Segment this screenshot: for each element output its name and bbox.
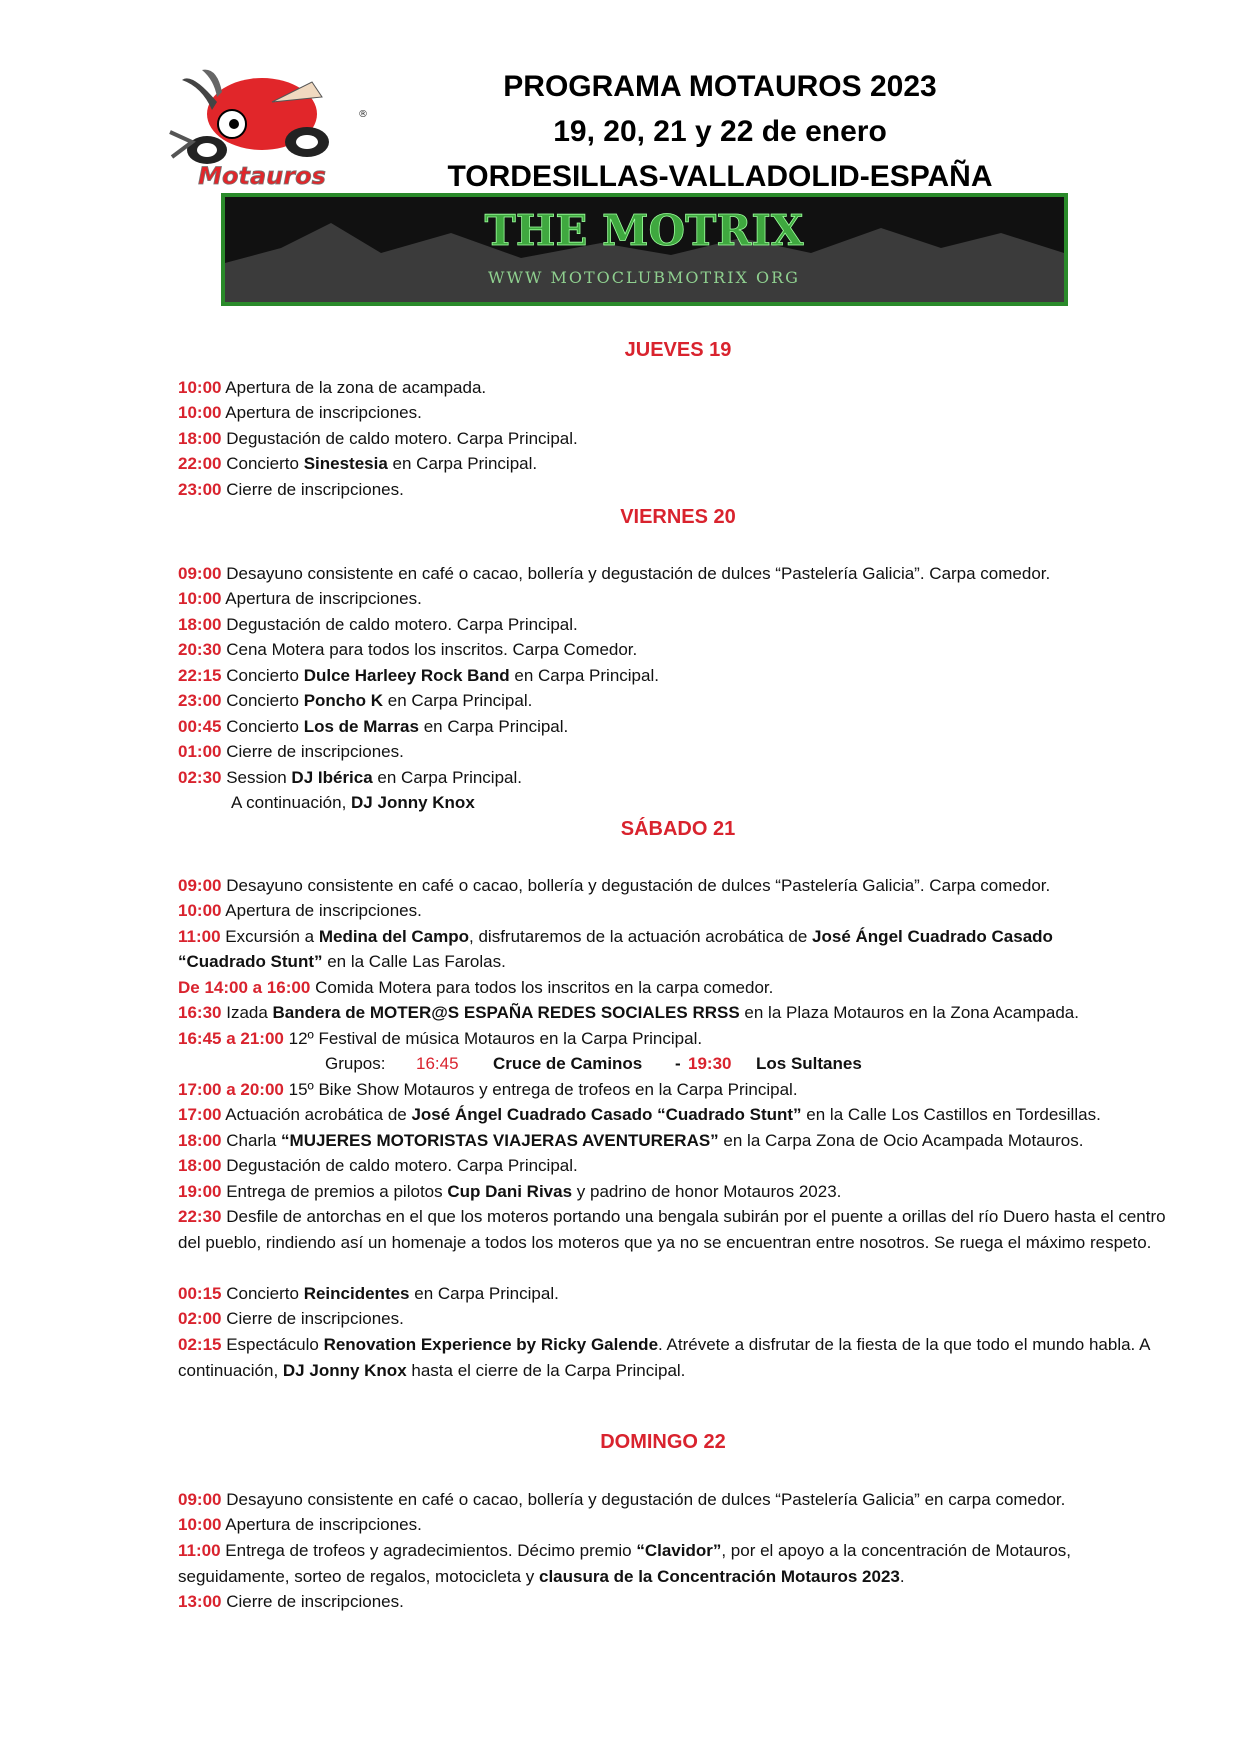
list-item: 18:00 Degustación de caldo motero. Carpa Principal. <box>178 1156 578 1175</box>
day-heading-viernes: VIERNES 20 <box>620 506 736 528</box>
list-item: 02:30 Session DJ Ibérica en Carpa Principal. <box>178 768 522 787</box>
list-item: 22:15 Concierto Dulce Harleey Rock Band en Carpa Principal. <box>178 666 659 685</box>
day-heading-sabado: SÁBADO 21 <box>620 818 736 840</box>
page-title: PROGRAMA MOTAUROS 2023 <box>503 70 937 103</box>
event-location: TORDESILLAS-VALLADOLID-ESPAÑA <box>447 160 993 193</box>
header-titles <box>390 64 1050 199</box>
motauros-logo <box>162 62 372 192</box>
list-item: 10:00 Apertura de inscripciones. <box>178 901 422 920</box>
list-item: A continuación, DJ Jonny Knox <box>231 793 475 812</box>
list-item: 11:00 Excursión a Medina del Campo, disfrutaremos de la actuación acrobática de José Ángel Cuadrado Casado <box>178 927 1053 946</box>
list-item: 10:00 Apertura de inscripciones. <box>178 589 422 608</box>
list-item: 09:00 Desayuno consistente en café o cacao, bollería y degustación de dulces “Pastelería Galicia” en carpa comedor. <box>178 1490 1066 1509</box>
list-item: 09:00 Desayuno consistente en café o cacao, bollería y degustación de dulces “Pastelería Galicia”. Carpa comedor. <box>178 876 1051 895</box>
list-item: 18:00 Degustación de caldo motero. Carpa Principal. <box>178 615 578 634</box>
group-separator: - <box>675 1054 681 1073</box>
event-dates: 19, 20, 21 y 22 de enero <box>553 115 887 148</box>
logo-text: Motauros <box>198 162 326 190</box>
day-heading-jueves: JUEVES 19 <box>624 339 732 361</box>
list-item: 00:15 Concierto Reincidentes en Carpa Principal. <box>178 1284 559 1303</box>
list-item: 22:00 Concierto Sinestesia en Carpa Principal. <box>178 454 538 473</box>
list-item-continuation: “Cuadrado Stunt” en la Calle Las Farolas. <box>178 952 506 971</box>
list-item: 23:00 Cierre de inscripciones. <box>178 480 404 499</box>
svg-text:®: ® <box>358 109 368 120</box>
list-item: 16:30 Izada Bandera de MOTER@S ESPAÑA REDES SOCIALES RRSS en la Plaza Motauros en la Zona Acampada. <box>178 1003 1079 1022</box>
list-item: 09:00 Desayuno consistente en café o cacao, bollería y degustación de dulces “Pastelería Galicia”. Carpa comedor. <box>178 564 1051 583</box>
group-name-2: Los Sultanes <box>756 1054 862 1073</box>
motrix-banner <box>221 193 1068 306</box>
list-item: 01:00 Cierre de inscripciones. <box>178 742 404 761</box>
list-item: 11:00 Entrega de trofeos y agradecimientos. Décimo premio “Clavidor”, por el apoyo a la concentración de Motauros, seguidamente, sorteo de regalos, motocicleta y clausura de la Concentración Motauros 2023. <box>178 1541 1071 1586</box>
list-item: 10:00 Apertura de inscripciones. <box>178 403 422 422</box>
list-item: 10:00 Apertura de la zona de acampada. <box>178 378 487 397</box>
list-item: 17:00 a 20:00 15º Bike Show Motauros y entrega de trofeos en la Carpa Principal. <box>178 1080 798 1099</box>
list-item: 10:00 Apertura de inscripciones. <box>178 1515 422 1534</box>
group-name-1: Cruce de Caminos <box>493 1054 643 1073</box>
list-item: 13:00 Cierre de inscripciones. <box>178 1592 404 1611</box>
list-item: 18:00 Charla “MUJERES MOTORISTAS VIAJERAS AVENTURERAS” en la Carpa Zona de Ocio Acampada Motauros. <box>178 1131 1084 1150</box>
group-time-2: 19:30 <box>688 1054 732 1073</box>
list-item: 00:45 Concierto Los de Marras en Carpa Principal. <box>178 717 569 736</box>
groups-label: Grupos: <box>325 1054 386 1073</box>
banner-title: THE MOTRIX <box>484 206 804 255</box>
banner-url: WWW MOTOCLUBMOTRIX ORG <box>488 268 800 287</box>
list-item: 16:45 a 21:00 12º Festival de música Motauros en la Carpa Principal. <box>178 1029 703 1048</box>
list-item: 17:00 Actuación acrobática de José Ángel Cuadrado Casado “Cuadrado Stunt” en la Calle Los Castillos en Tordesillas. <box>178 1105 1101 1124</box>
list-item: 20:30 Cena Motera para todos los inscritos. Carpa Comedor. <box>178 640 638 659</box>
day-heading-domingo: DOMINGO 22 <box>600 1431 726 1453</box>
list-item: 02:15 Espectáculo Renovation Experience by Ricky Galende. Atrévete a disfrutar de la fiesta de la que todo el mundo habla. A continuación, DJ Jonny Knox hasta el cierre de la Carpa Principal. <box>178 1335 1150 1380</box>
list-item: 23:00 Concierto Poncho K en Carpa Principal. <box>178 691 533 710</box>
group-time-1: 16:45 <box>416 1054 459 1073</box>
list-item: 22:30 Desfile de antorchas en el que los moteros portando una bengala subirán por el puente a orillas del río Duero hasta el centro del pueblo, rindiendo así un homenaje a todos los moteros que ya no se encuentran entre nosotros. Se ruega el máximo respeto. <box>178 1207 1166 1252</box>
list-item: 19:00 Entrega de premios a pilotos Cup Dani Rivas y padrino de honor Motauros 2023. <box>178 1182 842 1201</box>
list-item: 02:00 Cierre de inscripciones. <box>178 1309 404 1328</box>
list-item: De 14:00 a 16:00 Comida Motera para todos los inscritos en la carpa comedor. <box>178 978 774 997</box>
list-item: 18:00 Degustación de caldo motero. Carpa Principal. <box>178 429 578 448</box>
